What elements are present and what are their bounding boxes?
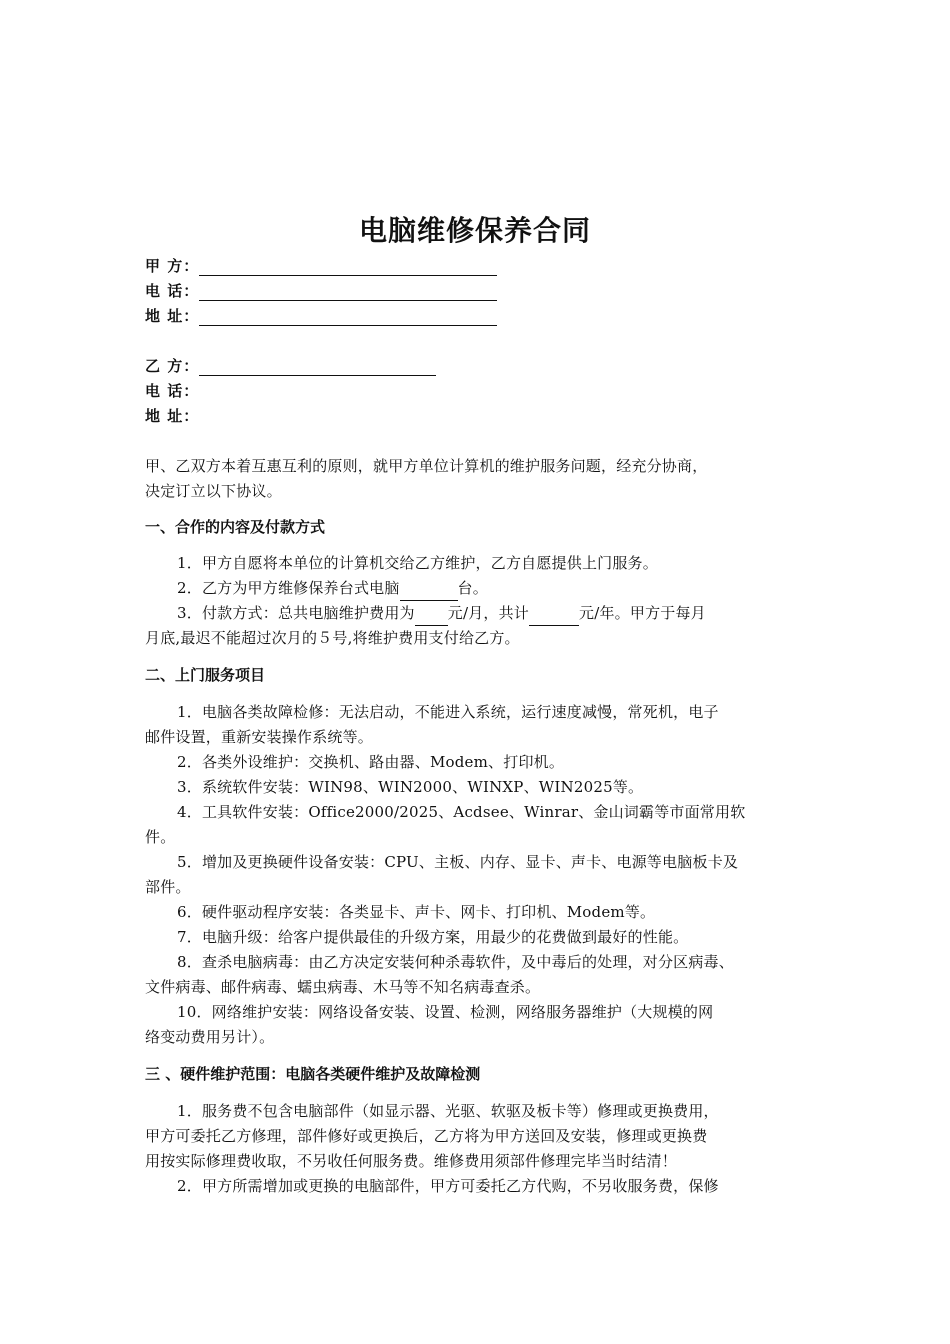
section-3-line: 2．甲方所需增加或更换的电脑部件，甲方可委托乙方代购，不另收服务费，保修	[177, 1177, 719, 1195]
section-3-line: 1．服务费不包含电脑部件（如显示器、光驱、软驱及板卡等）修理或更换费用，	[177, 1102, 719, 1120]
section-1-item-3-end: 元/年。甲方于每月	[579, 604, 706, 622]
document-title: 电脑维修保养合同	[358, 214, 591, 247]
party-a-name-blank	[199, 259, 497, 276]
section-2-line: 7．电脑升级：给客户提供最佳的升级方案，用最少的花费做到最好的性能。	[177, 928, 689, 946]
party-b-address-label: 地 址：	[145, 407, 200, 425]
party-b-name-label: 乙 方：	[145, 357, 200, 375]
section-2-line: 6．硬件驱动程序安装：各类显卡、声卡、网卡、打印机、Modem等。	[177, 903, 656, 921]
section-2-line: 2．各类外设维护：交换机、路由器、Modem、打印机。	[177, 753, 565, 771]
party-a-name-label: 甲 方：	[145, 257, 200, 275]
intro-line-1: 甲、乙双方本着互惠互利的原则，就甲方单位计算机的维护服务问题，经充分协商，	[145, 457, 708, 475]
party-a-address-label: 地 址：	[145, 307, 200, 325]
section-1-item-2	[145, 576, 842, 601]
section-1-item-2-suffix: 台。	[457, 579, 488, 597]
section-1-heading: 一、合作的内容及付款方式	[145, 518, 326, 536]
section-3-line: 用按实际修理费收取，不另收任何服务费。维修费用须部件修理完毕当时结清！	[145, 1152, 678, 1170]
section-2-line: 1．电脑各类故障检修：无法启动，不能进入系统，运行速度减慢，常死机，电子	[177, 703, 719, 721]
section-2-heading: 二、上门服务项目	[145, 666, 266, 684]
party-b-address-row	[145, 406, 199, 426]
section-2-line: 10．网络维护安装：网络设备安装、设置、检测，网络服务器维护（大规模的网	[177, 1003, 714, 1021]
party-a-phone-blank	[199, 284, 497, 301]
section-2-line: 4．工具软件安装：Office2000/2025、Acdsee、Winrar、金山词霸等市面常用软	[177, 803, 746, 821]
section-1-item-1: 1．甲方自愿将本单位的计算机交给乙方维护，乙方自愿提供上门服务。	[177, 554, 658, 572]
section-1-item-3-line-2: 月底,最迟不能超过次月的５号,将维护费用支付给乙方。	[145, 629, 520, 647]
section-2-line: 5．增加及更换硬件设备安装：CPU、主板、内存、显卡、声卡、电源等电脑板卡及	[177, 853, 739, 871]
section-1-item-2-text: 2．乙方为甲方维修保养台式电脑	[177, 579, 400, 597]
party-a-name-row	[145, 256, 497, 276]
section-1-item-3-mid: 元/月，共计	[447, 604, 530, 622]
monthly-fee-blank	[415, 607, 448, 626]
party-b-phone-row	[145, 381, 199, 401]
party-a-address-blank	[199, 309, 497, 326]
party-b-phone-label: 电 话：	[145, 382, 200, 400]
computer-count-blank	[400, 582, 458, 601]
section-1-item-3	[145, 601, 842, 626]
section-2-line: 件。	[145, 828, 176, 846]
section-1-item-3-text: 3．付款方式：总共电脑维护费用为	[177, 604, 415, 622]
section-2-line: 3．系统软件安装：WIN98、WIN2000、WINXP、WIN2025等。	[177, 778, 644, 796]
section-2-line: 邮件设置，重新安装操作系统等。	[145, 728, 374, 746]
party-a-phone-label: 电 话：	[145, 282, 200, 300]
party-b-name-blank	[199, 359, 436, 376]
party-a-phone-row	[145, 281, 497, 301]
party-a-address-row	[145, 306, 497, 326]
section-2-line: 络变动费用另计）。	[145, 1028, 275, 1046]
intro-line-2: 决定订立以下协议。	[145, 482, 282, 500]
party-b-name-row	[145, 356, 436, 376]
section-2-line: 部件。	[145, 878, 191, 896]
section-3-heading: 三 、硬件维护范围：电脑各类硬件维护及故障检测	[145, 1065, 481, 1083]
annual-fee-blank	[529, 607, 579, 626]
section-3-line: 甲方可委托乙方修理，部件修好或更换后，乙方将为甲方送回及安装，修理或更换费	[145, 1127, 708, 1145]
section-2-line: 8．查杀电脑病毒：由乙方决定安装何种杀毒软件，及中毒后的处理，对分区病毒、	[177, 953, 734, 971]
section-2-line: 文件病毒、邮件病毒、蠕虫病毒、木马等不知名病毒查杀。	[145, 978, 541, 996]
